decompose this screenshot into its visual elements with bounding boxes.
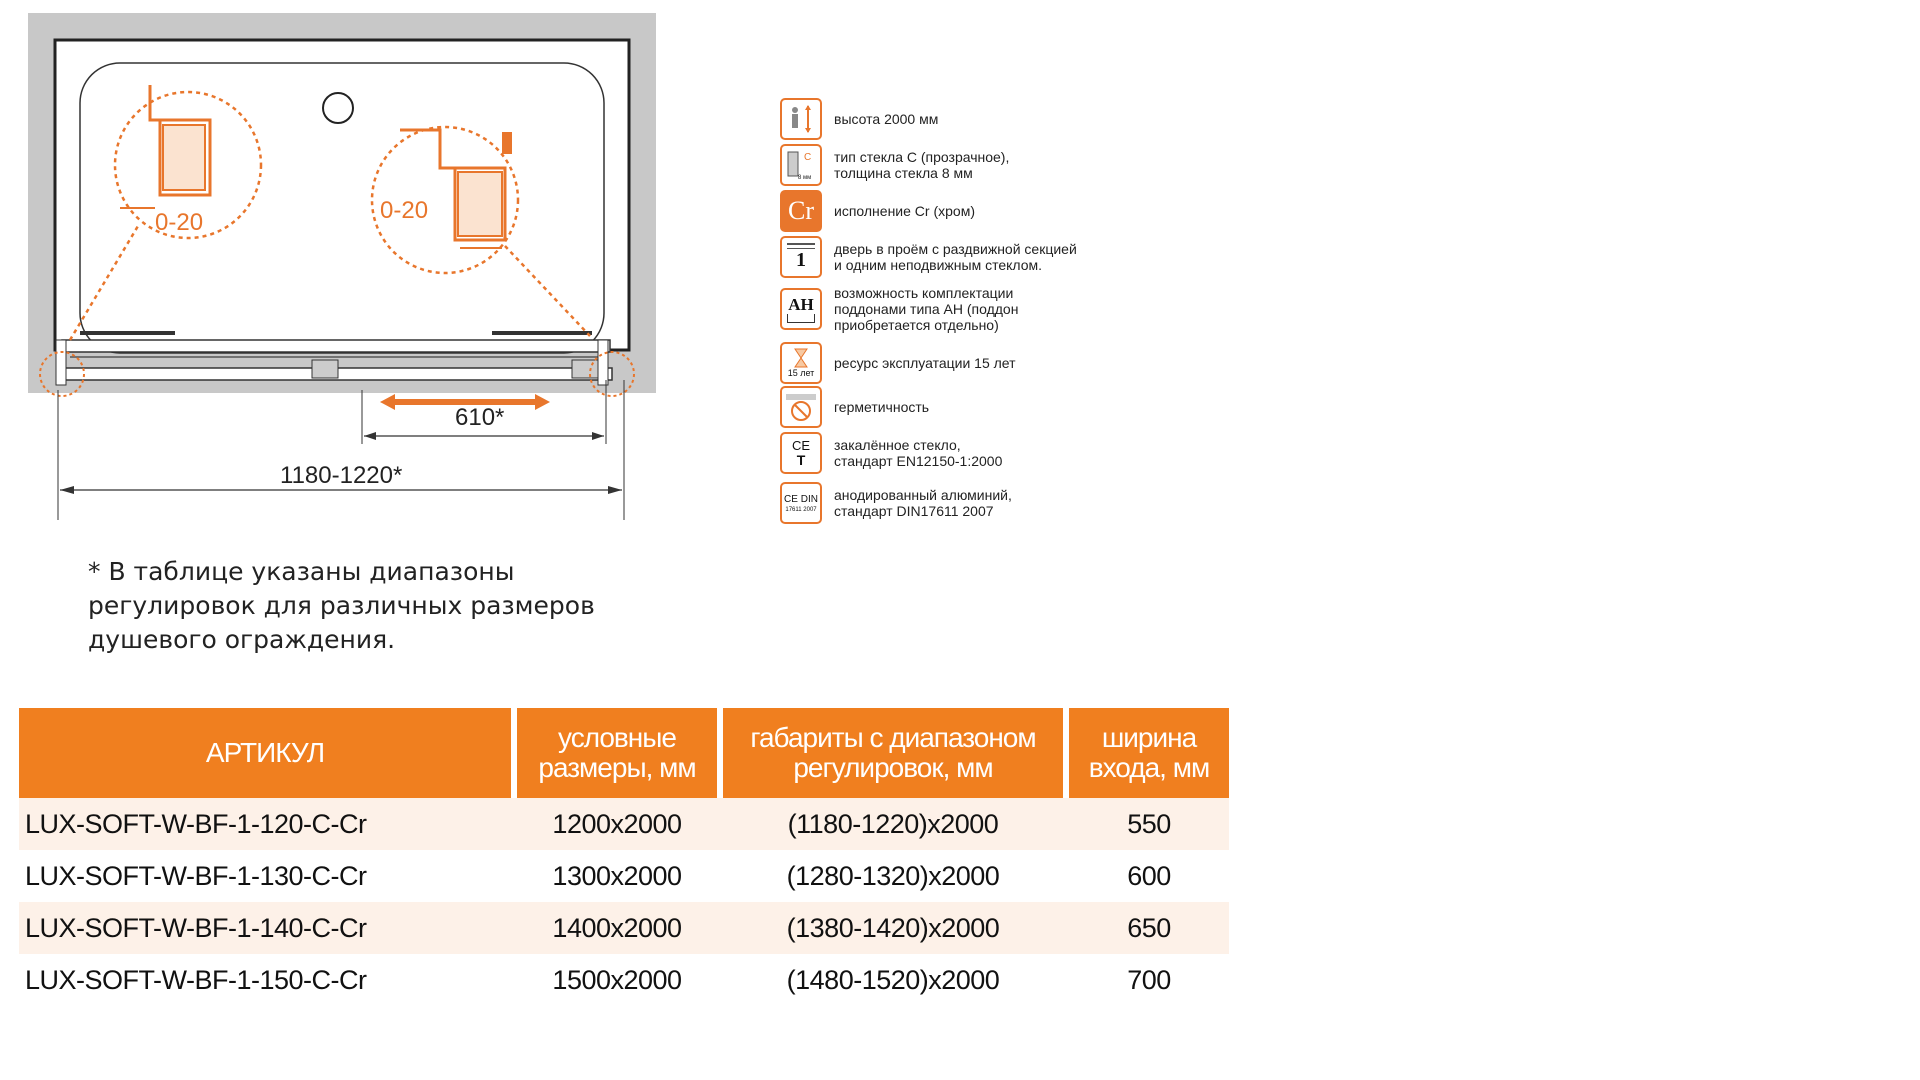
door-width-label: 610* — [455, 404, 505, 431]
drain-icon — [323, 93, 353, 123]
svg-text:C: C — [804, 152, 812, 163]
top-rail — [62, 340, 610, 352]
detail-left-label: 0-20 — [155, 209, 204, 236]
tempered-glass-icon: CE T — [780, 432, 822, 474]
spec-item-chrome — [780, 188, 975, 234]
shower-tray-area — [55, 40, 629, 350]
spec-text-door: дверь в проём с раздвижной секцией и одним неподвижным стеклом. — [834, 241, 1077, 273]
adjustment-footnote: * В таблице указаны диапазоны регулировок для различных размеров душевого ограждения. — [88, 557, 595, 654]
sealing-icon — [780, 386, 822, 428]
spec-item-door — [780, 234, 1077, 280]
spec-item-lifetime — [780, 340, 1016, 386]
chrome-icon: Cr — [780, 190, 822, 232]
hourglass-icon: 15 лет — [780, 342, 822, 384]
spec-text-tray: возможность комплектации поддонами типа AH (поддон приобретается отдельно) — [834, 285, 1019, 333]
svg-text:8 мм: 8 мм — [798, 175, 812, 181]
shower-enclosure-drawing — [0, 0, 660, 540]
table-row: LUX-SOFT-W-BF-1-150-C-Cr 1500x2000 (1480-1520)x2000 700 — [25, 964, 1171, 995]
spec-item-tempered-glass — [780, 430, 1002, 476]
header-article: АРТИКУЛ — [19, 708, 511, 798]
spec-text-glass: тип стекла С (прозрачное), толщина стекла 8 мм — [834, 149, 1010, 181]
spec-item-height — [780, 96, 938, 142]
total-width-label: 1180-1220* — [280, 462, 403, 489]
table-header — [19, 708, 1229, 798]
glass-icon — [780, 144, 822, 186]
header-dimensions: габариты с диапазоном регулировок, мм — [723, 708, 1063, 798]
spec-text-height: высота 2000 мм — [834, 111, 939, 127]
aluminium-icon: CE DIN 17611 2007 — [780, 482, 822, 524]
table-row: LUX-SOFT-W-BF-1-120-C-Cr 1200x2000 (1180-1220)x2000 550 — [19, 798, 1229, 850]
header-entry-width: ширина входа, мм — [1069, 708, 1229, 798]
spec-text-lifetime: ресурс эксплуатации 15 лет — [834, 355, 1016, 371]
detail-right-label: 0-20 — [380, 197, 429, 224]
spec-text-sealing: герметичность — [834, 399, 930, 415]
height-icon — [780, 98, 822, 140]
models-table — [19, 708, 1229, 1006]
spec-text-aluminium: анодированный алюминий, стандарт DIN17611 2007 — [834, 487, 1012, 519]
roller-left — [312, 360, 338, 378]
roller-right — [572, 360, 598, 378]
spec-item-glass — [780, 142, 1009, 188]
header-nominal-size: условные размеры, мм — [517, 708, 717, 798]
spec-text-chrome: исполнение Cr (хром) — [834, 203, 975, 219]
table-row: LUX-SOFT-W-BF-1-130-C-Cr 1300x2000 (1280-1320)x2000 600 — [25, 860, 1171, 891]
table-row: LUX-SOFT-W-BF-1-140-C-Cr 1400x2000 (1380-1420)x2000 650 — [19, 902, 1229, 954]
sliding-door-icon: 1 — [780, 236, 822, 278]
spec-item-aluminium — [780, 480, 1012, 526]
tray-icon: AH — [780, 288, 822, 330]
spec-item-sealing — [780, 384, 929, 430]
spec-item-tray — [780, 286, 1018, 332]
spec-text-tempered-glass: закалённое стекло, стандарт EN12150-1:2000 — [834, 437, 1003, 469]
